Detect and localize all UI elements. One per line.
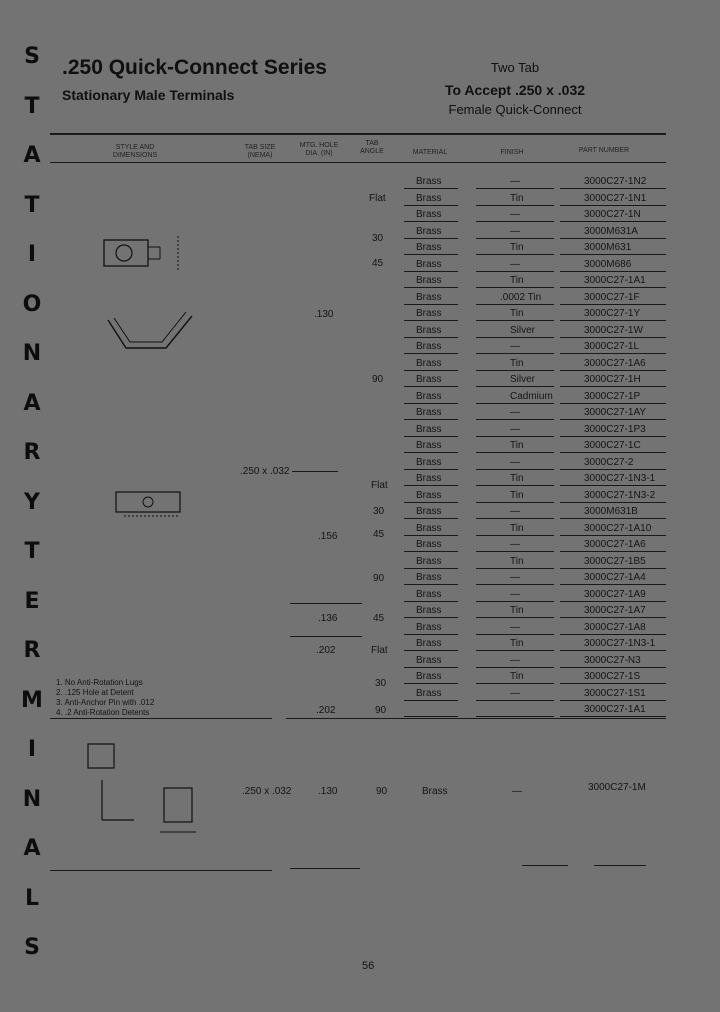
angle-2: 30 bbox=[372, 233, 384, 244]
part-number-cell: 3000C27-1A10 bbox=[584, 522, 652, 534]
row-rule bbox=[404, 386, 458, 387]
row-rule bbox=[560, 535, 666, 536]
part-number-cell: 3000M686 bbox=[584, 258, 632, 270]
row-rule bbox=[404, 370, 458, 371]
row-rule bbox=[404, 601, 458, 602]
tab-note-line3: Female Quick-Connect bbox=[448, 102, 582, 117]
bottom-rule-2 bbox=[290, 868, 360, 869]
angle-11: 30 bbox=[375, 678, 387, 689]
row-rule bbox=[404, 238, 458, 239]
side-letter: A bbox=[23, 836, 41, 861]
part-number-cell: 3000M631A bbox=[584, 225, 638, 237]
row-rule bbox=[476, 419, 554, 420]
row-rule bbox=[404, 485, 458, 486]
col-mounting: MTG. HOLE DIA. (IN) bbox=[299, 142, 339, 157]
row-rule bbox=[560, 716, 666, 717]
part-number-cell: 3000C27-1A7 bbox=[584, 605, 646, 616]
row-rule bbox=[560, 551, 666, 552]
row-rule bbox=[560, 485, 666, 486]
part-number-cell: 3000C27-1A8 bbox=[584, 621, 646, 633]
part-number-cell: 3000C27-1N3-1 bbox=[584, 473, 656, 484]
row-rule bbox=[560, 370, 666, 371]
material-cell: Brass bbox=[416, 671, 442, 682]
finish-cell: Tin bbox=[510, 555, 524, 567]
row-rule bbox=[404, 502, 458, 503]
section-rule bbox=[50, 718, 272, 719]
row-rule bbox=[404, 535, 458, 536]
material-cell: Brass bbox=[416, 605, 442, 616]
part-number-cell: 3000M631 bbox=[584, 242, 632, 253]
angle-7: 45 bbox=[373, 529, 385, 540]
finish-cell: — bbox=[510, 176, 520, 187]
row-rule bbox=[404, 221, 458, 222]
row-rule bbox=[404, 650, 458, 651]
finish-cell: — bbox=[510, 258, 520, 270]
row-rule bbox=[476, 205, 554, 206]
row-rule bbox=[476, 535, 554, 536]
material-cell: Brass bbox=[416, 324, 442, 336]
part-number-cell: 3000C27-1Y bbox=[584, 308, 641, 319]
row-rule bbox=[476, 452, 554, 453]
material-cell: Brass bbox=[416, 308, 442, 319]
finish-cell: Tin bbox=[510, 522, 524, 534]
row-rule bbox=[404, 700, 458, 701]
finish-cell: Tin bbox=[510, 489, 524, 501]
side-letter: A bbox=[23, 143, 41, 168]
material-cell: Brass bbox=[416, 522, 442, 534]
part-number-cell: 3000C27-1A9 bbox=[584, 588, 646, 600]
row-rule bbox=[404, 716, 458, 717]
last-part-number: 3000C27-1M bbox=[588, 782, 646, 793]
row-rule bbox=[404, 403, 458, 404]
part-number-cell: 3000C27-1N2 bbox=[584, 176, 647, 187]
material-cell: Brass bbox=[416, 638, 442, 649]
side-letter: N bbox=[22, 341, 42, 366]
row-rule bbox=[404, 452, 458, 453]
row-rule bbox=[476, 254, 554, 255]
row-rule bbox=[560, 221, 666, 222]
side-letter: Y bbox=[24, 489, 40, 515]
row-rule bbox=[560, 667, 666, 668]
row-rule bbox=[560, 271, 666, 272]
section-rule-right bbox=[286, 718, 666, 719]
row-rule bbox=[404, 469, 458, 470]
row-rule bbox=[560, 320, 666, 321]
row-rule bbox=[476, 271, 554, 272]
row-rule bbox=[476, 304, 554, 305]
row-rule bbox=[404, 551, 458, 552]
material-cell: Brass bbox=[416, 456, 442, 468]
row-rule bbox=[560, 419, 666, 420]
row-rule bbox=[476, 353, 554, 354]
note-3: 3. Anti-Anchor Pin with .012 bbox=[56, 698, 155, 707]
part-number-cell: 3000C27-1L bbox=[584, 341, 640, 352]
finish-cell: — bbox=[510, 423, 520, 435]
row-rule bbox=[476, 716, 554, 717]
finish-cell: — bbox=[510, 621, 520, 633]
row-rule bbox=[476, 617, 554, 618]
row-rule bbox=[404, 518, 458, 519]
mounting-5: .202 bbox=[316, 705, 336, 716]
header-bottom-rule bbox=[50, 162, 666, 163]
row-rule bbox=[404, 353, 458, 354]
tab-note-line1: Two Tab bbox=[490, 60, 540, 75]
mounting-3: .136 bbox=[318, 613, 338, 624]
page-title: .250 Quick-Connect Series bbox=[62, 56, 327, 79]
side-letter: N bbox=[22, 786, 42, 812]
note-2: 2. .125 Hole at Detent bbox=[56, 688, 134, 697]
row-rule bbox=[560, 601, 666, 602]
finish-cell: Tin bbox=[510, 308, 524, 319]
row-rule bbox=[404, 287, 458, 288]
row-rule bbox=[476, 403, 554, 404]
material-cell: Brass bbox=[416, 209, 442, 220]
mounting-1: .130 bbox=[314, 309, 334, 320]
note-1: 1. No Anti-Rotation Lugs bbox=[56, 678, 143, 687]
row-rule bbox=[404, 304, 458, 305]
part-number-cell: 3000M631B bbox=[584, 506, 638, 517]
last-finish: — bbox=[512, 786, 522, 797]
mounting-rule-2 bbox=[290, 636, 362, 637]
part-number-cell: 3000C27-1A4 bbox=[584, 572, 646, 583]
row-rule bbox=[476, 188, 554, 189]
part-number-cell: 3000C27-1C bbox=[584, 440, 641, 451]
table-bottom-rule bbox=[50, 870, 272, 871]
finish-cell: Tin bbox=[510, 192, 524, 204]
finish-cell: — bbox=[510, 225, 520, 237]
material-cell: Brass bbox=[416, 407, 442, 418]
row-rule bbox=[476, 683, 554, 684]
material-cell: Brass bbox=[416, 258, 442, 270]
row-rule bbox=[476, 551, 554, 552]
material-cell: Brass bbox=[416, 621, 442, 633]
row-rule bbox=[476, 700, 554, 701]
row-rule bbox=[560, 683, 666, 684]
part-number-cell: 3000C27-N3 bbox=[584, 654, 641, 666]
part-number-cell: 3000C27-1S bbox=[584, 671, 641, 682]
row-rule bbox=[560, 205, 666, 206]
angle-1: Flat bbox=[369, 193, 386, 204]
side-letter: S bbox=[24, 44, 40, 69]
finish-cell: Tin bbox=[510, 242, 524, 253]
row-rule bbox=[404, 419, 458, 420]
material-cell: Brass bbox=[416, 654, 442, 666]
row-rule bbox=[404, 568, 458, 569]
side-letter: R bbox=[23, 638, 41, 663]
row-rule bbox=[560, 617, 666, 618]
row-rule bbox=[560, 452, 666, 453]
row-rule bbox=[404, 320, 458, 321]
angle-10: Flat bbox=[371, 645, 388, 656]
finish-cell: Silver bbox=[510, 374, 536, 385]
angle-6: 30 bbox=[373, 506, 385, 517]
col-style: STYLE AND DIMENSIONS bbox=[112, 144, 158, 159]
material-cell: Brass bbox=[416, 489, 442, 501]
side-letter: L bbox=[24, 885, 40, 911]
material-cell: Brass bbox=[416, 341, 442, 352]
part-number-cell: 3000C27-1P bbox=[584, 390, 641, 402]
row-rule bbox=[560, 436, 666, 437]
part-number-cell: 3000C27-1N bbox=[584, 209, 641, 220]
side-letter: T bbox=[24, 93, 40, 119]
row-rule bbox=[476, 436, 554, 437]
row-rule bbox=[476, 518, 554, 519]
row-rule bbox=[560, 700, 666, 701]
row-rule bbox=[476, 320, 554, 321]
part-number-cell: 3000C27-1S1 bbox=[584, 687, 646, 699]
last-tab-size: .250 x .032 bbox=[242, 786, 292, 797]
row-rule bbox=[404, 254, 458, 255]
finish-cell: Tin bbox=[510, 638, 524, 649]
row-rule bbox=[476, 287, 554, 288]
material-cell: Brass bbox=[416, 176, 442, 187]
material-cell: Brass bbox=[416, 357, 442, 369]
row-rule bbox=[404, 584, 458, 585]
row-rule bbox=[404, 617, 458, 618]
row-rule bbox=[476, 337, 554, 338]
row-rule bbox=[560, 337, 666, 338]
side-letter: O bbox=[22, 291, 42, 317]
material-cell: Brass bbox=[416, 242, 442, 253]
side-letter: E bbox=[24, 588, 40, 614]
last-material: Brass bbox=[422, 786, 448, 797]
row-rule bbox=[476, 485, 554, 486]
page-number: 56 bbox=[362, 960, 375, 972]
material-cell: Brass bbox=[416, 588, 442, 600]
angle-5: Flat bbox=[371, 480, 388, 491]
row-rule bbox=[404, 205, 458, 206]
row-rule bbox=[476, 601, 554, 602]
page-subtitle: Stationary Male Terminals bbox=[62, 87, 235, 103]
row-rule bbox=[560, 650, 666, 651]
row-rule bbox=[476, 370, 554, 371]
row-rule bbox=[560, 254, 666, 255]
tab-note-line2: To Accept .250 x .032 bbox=[444, 82, 586, 98]
part-number-cell: 3000C27-1F bbox=[584, 291, 640, 303]
row-rule bbox=[476, 650, 554, 651]
row-rule bbox=[560, 568, 666, 569]
finish-cell: Tin bbox=[510, 605, 524, 616]
row-rule bbox=[404, 188, 458, 189]
finish-cell: Cadmium bbox=[510, 390, 553, 402]
row-rule bbox=[404, 683, 458, 684]
row-rule bbox=[404, 667, 458, 668]
right-angle-diagram bbox=[76, 740, 226, 850]
finish-cell: Tin bbox=[510, 357, 524, 369]
side-letter: A bbox=[23, 390, 41, 416]
finish-cell: — bbox=[510, 588, 520, 600]
part-number-cell: 3000C27-1A6 bbox=[584, 357, 646, 369]
material-cell: Brass bbox=[416, 473, 442, 484]
col-tab-size: TAB SIZE (NEMA) bbox=[244, 144, 276, 159]
bottom-rule-3 bbox=[522, 865, 568, 866]
finish-cell: — bbox=[510, 407, 520, 418]
finish-cell: — bbox=[510, 506, 520, 517]
row-rule bbox=[476, 221, 554, 222]
part-number-cell: 3000C27-1A1 bbox=[584, 275, 646, 286]
row-rule bbox=[560, 238, 666, 239]
row-rule bbox=[404, 634, 458, 635]
material-cell: Brass bbox=[416, 390, 442, 402]
finish-cell: Tin bbox=[510, 671, 524, 682]
finish-cell: — bbox=[510, 209, 520, 220]
bottom-rule-4 bbox=[594, 865, 646, 866]
col-finish: FINISH bbox=[500, 149, 524, 156]
finish-cell: Tin bbox=[510, 473, 524, 484]
tab-size-1: .250 x .032 bbox=[240, 466, 290, 477]
row-rule bbox=[560, 353, 666, 354]
row-rule bbox=[560, 634, 666, 635]
part-number-cell: 3000C27-1H bbox=[584, 374, 641, 385]
finish-cell: — bbox=[510, 539, 520, 550]
part-number-cell: 3000C27-1N3-2 bbox=[584, 489, 656, 501]
col-part-number: PART NUMBER bbox=[578, 147, 630, 154]
material-cell: Brass bbox=[416, 225, 442, 237]
mounting-4: .202 bbox=[316, 645, 336, 656]
finish-cell: — bbox=[510, 456, 520, 468]
finish-cell: — bbox=[510, 654, 520, 666]
side-letter: S bbox=[24, 935, 40, 960]
row-rule bbox=[560, 304, 666, 305]
material-cell: Brass bbox=[416, 555, 442, 567]
material-cell: Brass bbox=[416, 374, 442, 385]
material-cell: Brass bbox=[416, 291, 442, 303]
angle-12: 90 bbox=[375, 705, 387, 716]
finish-cell: Silver bbox=[510, 324, 536, 336]
row-rule bbox=[476, 238, 554, 239]
angle-4: 90 bbox=[372, 374, 384, 385]
side-letter: I bbox=[27, 737, 37, 762]
material-cell: Brass bbox=[416, 539, 442, 550]
part-number-cell: 3000C27-2 bbox=[584, 456, 634, 468]
flat-tab-diagram bbox=[88, 222, 198, 302]
finish-cell: — bbox=[510, 687, 520, 699]
row-rule bbox=[404, 337, 458, 338]
row-rule bbox=[560, 469, 666, 470]
finish-cell: — bbox=[510, 572, 520, 583]
mounting-rule-1 bbox=[290, 603, 362, 604]
last-angle: 90 bbox=[376, 786, 388, 797]
part-number-cell: 3000C27-1N1 bbox=[584, 192, 647, 204]
finish-cell: — bbox=[510, 341, 520, 352]
row-rule bbox=[560, 386, 666, 387]
row-rule bbox=[476, 386, 554, 387]
part-number-cell: 3000C27-1AY bbox=[584, 407, 647, 418]
part-number-cell: 3000C27-1N3-1 bbox=[584, 638, 656, 649]
finish-cell: Tin bbox=[510, 440, 524, 451]
material-cell: Brass bbox=[416, 506, 442, 517]
part-number-cell: 3000C27-1P3 bbox=[584, 423, 646, 435]
row-rule bbox=[476, 667, 554, 668]
finish-cell: Tin bbox=[510, 275, 524, 286]
row-rule bbox=[476, 634, 554, 635]
tab-size-1-rule bbox=[292, 471, 338, 472]
row-rule bbox=[476, 469, 554, 470]
side-letter: T bbox=[24, 539, 40, 564]
side-letter: M bbox=[21, 687, 43, 713]
header-rule bbox=[50, 133, 666, 135]
row-rule bbox=[560, 518, 666, 519]
row-rule bbox=[476, 584, 554, 585]
col-material: MATERIAL bbox=[412, 149, 448, 156]
row-rule bbox=[560, 502, 666, 503]
angle-8: 90 bbox=[373, 573, 385, 584]
row-rule bbox=[560, 287, 666, 288]
material-cell: Brass bbox=[416, 687, 442, 699]
part-number-cell: 3000C27-1A6 bbox=[584, 539, 646, 550]
row-rule bbox=[560, 403, 666, 404]
part-number-cell: 3000C27-1A1 bbox=[584, 704, 646, 715]
finish-cell: .0002 Tin bbox=[500, 291, 542, 303]
row-rule bbox=[476, 568, 554, 569]
part-number-cell: 3000C27-1B5 bbox=[584, 555, 646, 567]
material-cell: Brass bbox=[416, 440, 442, 451]
col-angle: TAB ANGLE bbox=[360, 140, 384, 155]
mounting-2: .156 bbox=[318, 531, 338, 542]
row-rule bbox=[404, 271, 458, 272]
row-rule bbox=[476, 502, 554, 503]
last-mounting: .130 bbox=[318, 786, 338, 797]
side-letter: R bbox=[23, 440, 41, 465]
angle-3: 45 bbox=[372, 258, 384, 269]
row-rule bbox=[404, 436, 458, 437]
row-rule bbox=[560, 584, 666, 585]
note-4: 4. .2 Anti-Rotation Detents bbox=[56, 708, 150, 717]
side-letter: I bbox=[27, 242, 37, 267]
angle-9: 45 bbox=[373, 613, 385, 624]
material-cell: Brass bbox=[416, 192, 442, 204]
row-rule bbox=[560, 188, 666, 189]
side-letter: T bbox=[24, 192, 40, 218]
bent-tab-diagram bbox=[100, 308, 210, 368]
two-tab-diagram bbox=[110, 486, 190, 526]
material-cell: Brass bbox=[416, 423, 442, 435]
material-cell: Brass bbox=[416, 572, 442, 583]
material-cell: Brass bbox=[416, 275, 442, 286]
part-number-cell: 3000C27-1W bbox=[584, 324, 643, 336]
